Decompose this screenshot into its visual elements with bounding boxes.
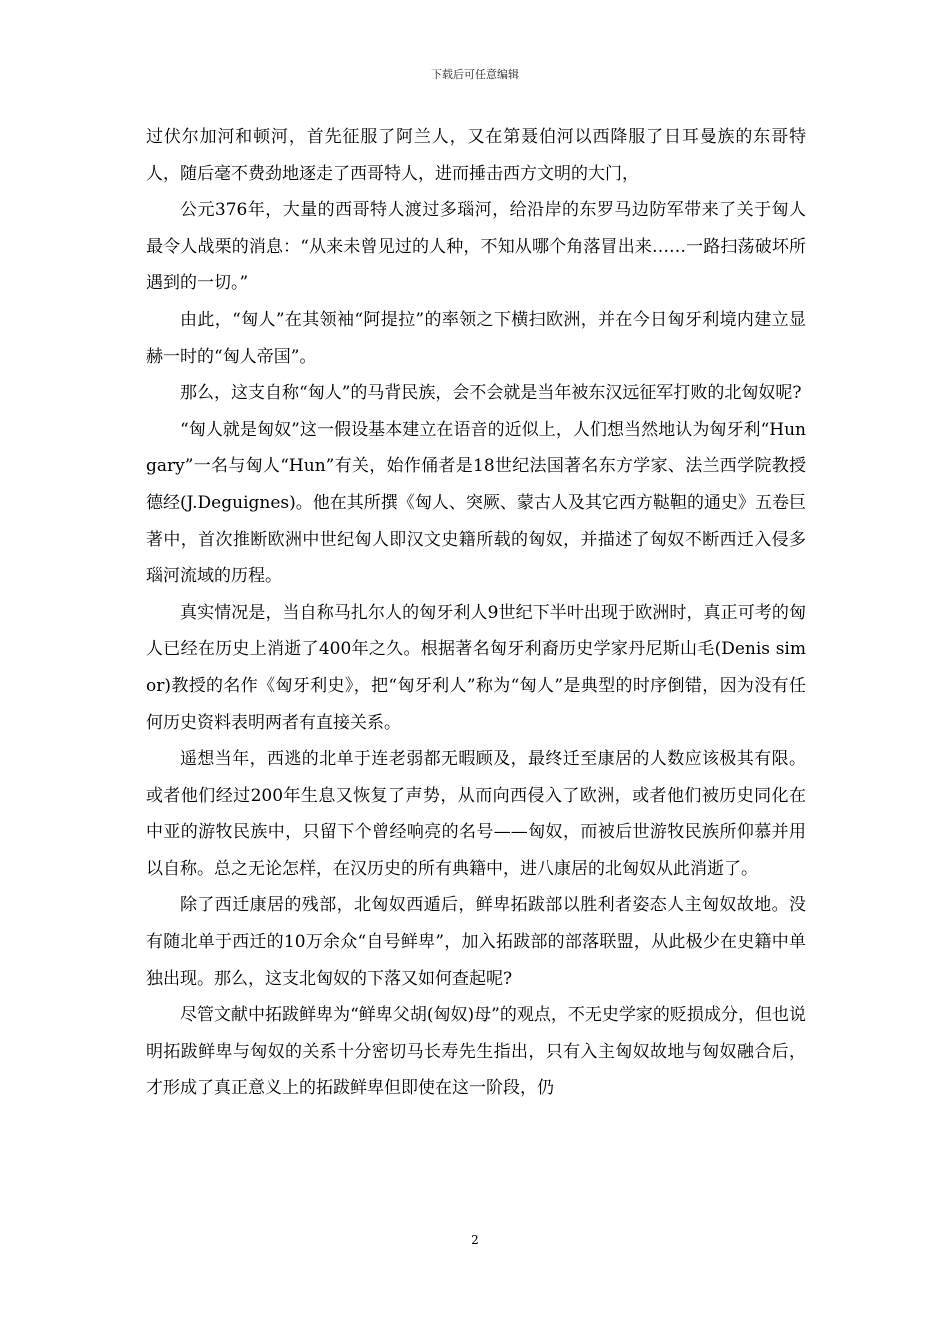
paragraph-question: 那么，这支自称“匈人”的马背民族，会不会就是当年被东汉远征军打败的北匈奴呢?: [180, 383, 802, 404]
paragraph-hypothesis: “匈人就是匈奴”这一假设基本建立在语音的近似上，人们想当然地认为匈牙利“Hungary”一名与匈人“Hun”有关，始作俑者是18世纪法国著名东方学家、法兰西学院教授德经(J.Deguignes)。他在其所撰《匈人、突厥、蒙古人及其它西方鞑靼的通史》五卷巨著中，首次推断欧洲中世纪匈人即汉文史籍所载的匈奴，并描述了匈奴不断西迁入侵多瑙河流域的历程。: [146, 419, 806, 587]
page-header: 下载后可任意编辑: [431, 68, 519, 81]
paragraph-reality: 真实情况是，当自称马扎尔人的匈牙利人9世纪下半叶出现于欧洲时，真正可考的匈人已经在历史上消逝了400年之久。根据著名匈牙利裔历史学家丹尼斯山毛(Denis simor)教授的名作《匈牙利史》，把“匈牙利人”称为“匈人”是典型的时序倒错，因为没有任何历史资料表明两者有直接关系。: [146, 602, 806, 733]
paragraph-tuoba: 尽管文献中拓跋鲜卑为“鲜卑父胡(匈奴)母”的观点，不无史学家的贬损成分，但也说明拓跋鲜卑与匈奴的关系十分密切马长寿先生指出，只有入主匈奴故地与匈奴融合后，才形成了真正意义上的拓跋鲜卑但即使在这一阶段，仍: [146, 1005, 806, 1099]
page-number: 2: [471, 1233, 479, 1247]
paragraph-xianbei: 除了西迁康居的残部，北匈奴西遁后，鲜卑拓跋部以胜利者姿态人主匈奴故地。没有随北单于西迁的10万余众“自号鲜卑”，加入拓跋部的部落联盟，从此极少在史籍中单独出现。那么，这支北匈奴的下落又如何查起呢?: [146, 895, 806, 989]
paragraph-continuation: 过伏尔加河和顿河，首先征服了阿兰人，又在第聂伯河以西降服了日耳曼族的东哥特人，随后毫不费劲地逐走了西哥特人，进而捶击西方文明的大门，: [146, 127, 806, 184]
paragraph-376ad: 公元376年，大量的西哥特人渡过多瑙河，给沿岸的东罗马边防军带来了关于匈人最令人战栗的消息：“从来未曾见过的人种，不知从哪个角落冒出来……一路扫荡破坏所遇到的一切。”: [146, 200, 806, 294]
document-body: [146, 119, 806, 1107]
paragraph-attila: 由此，“匈人”在其领袖“阿提拉”的率领之下横扫欧洲，并在今日匈牙利境内建立显赫一时的“匈人帝国”。: [146, 309, 806, 367]
paragraph-recollection: 遥想当年，西逃的北单于连老弱都无暇顾及，最终迁至康居的人数应该极其有限。或者他们经过200年生息又恢复了声势，从而向西侵入了欧洲，或者他们被历史同化在中亚的游牧民族中，只留下个曾经响亮的名号——匈奴，而被后世游牧民族所仰慕并用以自称。总之无论怎样，在汉历史的所有典籍中，进八康居的北匈奴从此消逝了。: [146, 749, 806, 879]
